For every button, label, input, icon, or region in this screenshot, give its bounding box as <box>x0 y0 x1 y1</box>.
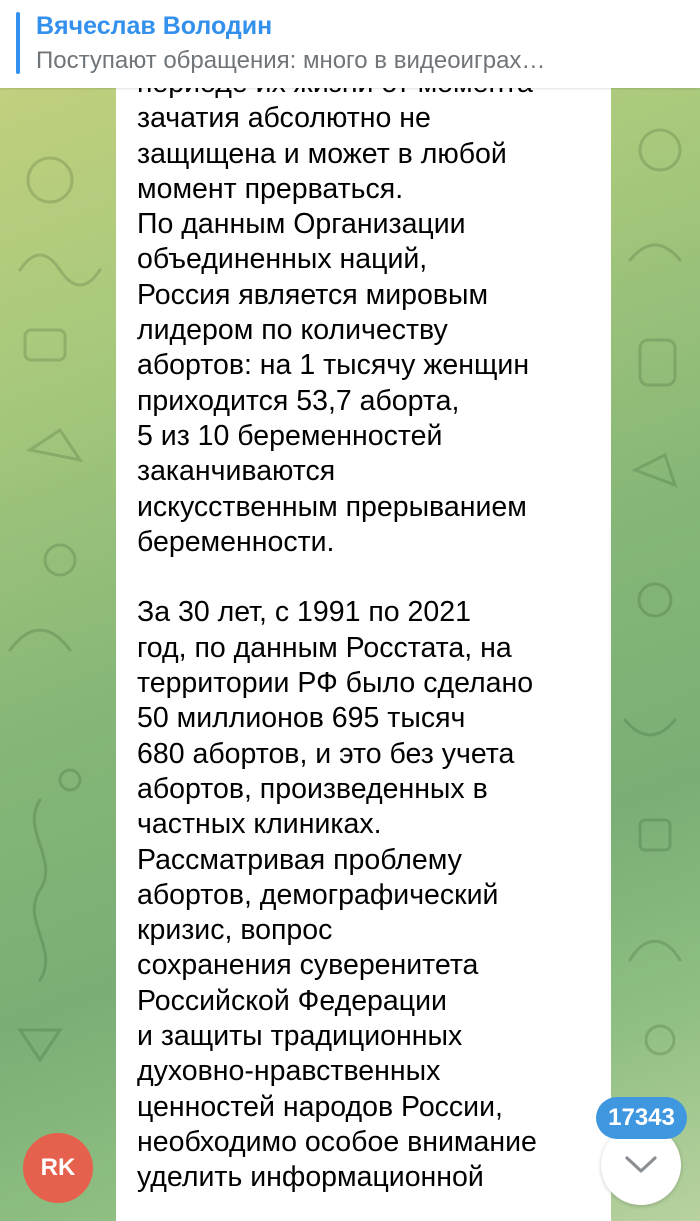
message-line: заканчиваются <box>137 455 336 488</box>
message-line: 50 миллионов 695 тысяч <box>137 702 466 735</box>
pinned-message-bar[interactable] <box>0 0 700 88</box>
message-line: беременности. <box>137 525 335 558</box>
pinned-indicator <box>16 12 20 74</box>
message-line: уделить информационной <box>137 1161 484 1194</box>
message-text <box>137 66 607 1196</box>
message-line: Россия является мировым <box>137 278 489 311</box>
message-line: За 30 лет, с 1991 по 2021 <box>137 596 471 629</box>
message-line: Рассматривая проблему <box>137 843 462 876</box>
message-line: кризис, вопрос <box>137 914 333 947</box>
message-line: год, по данным Росстата, на <box>137 631 512 664</box>
message-line: необходимо особое внимание <box>137 1125 537 1158</box>
message-line: зачатия абсолютно не <box>137 102 431 135</box>
message-line <box>137 560 607 595</box>
message-line: объединенных наций, <box>137 243 428 276</box>
message-line: 680 абортов, и это без учета <box>137 737 515 770</box>
unread-count-badge[interactable]: 17343 <box>596 1097 687 1139</box>
message-line: 5 из 10 беременностей <box>137 419 443 452</box>
chevron-down-icon <box>624 1155 658 1175</box>
pinned-title: Вячеслав Володин <box>36 12 273 40</box>
message-line: Российской Федерации <box>137 984 447 1017</box>
message-line: абортов, демографический <box>137 878 499 911</box>
message-line: момент прерваться. <box>137 172 404 205</box>
message-line: частных клиниках. <box>137 808 382 841</box>
message-line: защищена и может в любой <box>137 137 507 170</box>
message-line: и защиты традиционных <box>137 1020 463 1053</box>
avatar[interactable]: RK <box>23 1133 93 1203</box>
message-line: абортов, произведенных в <box>137 772 488 805</box>
message-line: лидером по количеству <box>137 314 448 347</box>
message-line: приходится 53,7 аборта, <box>137 384 460 417</box>
message-line: По данным Организации <box>137 208 466 241</box>
message-line: духовно-нравственных <box>137 1055 441 1088</box>
message-line: ценностей народов России, <box>137 1090 503 1123</box>
message-line: искусственным прерыванием <box>137 490 527 523</box>
pinned-text: Поступают обращения: много в видеоиграх… <box>36 47 546 74</box>
message-line: абортов: на 1 тысячу женщин <box>137 349 530 382</box>
message-line: территории РФ было сделано <box>137 667 534 700</box>
message-line: сохранения суверенитета <box>137 949 479 982</box>
